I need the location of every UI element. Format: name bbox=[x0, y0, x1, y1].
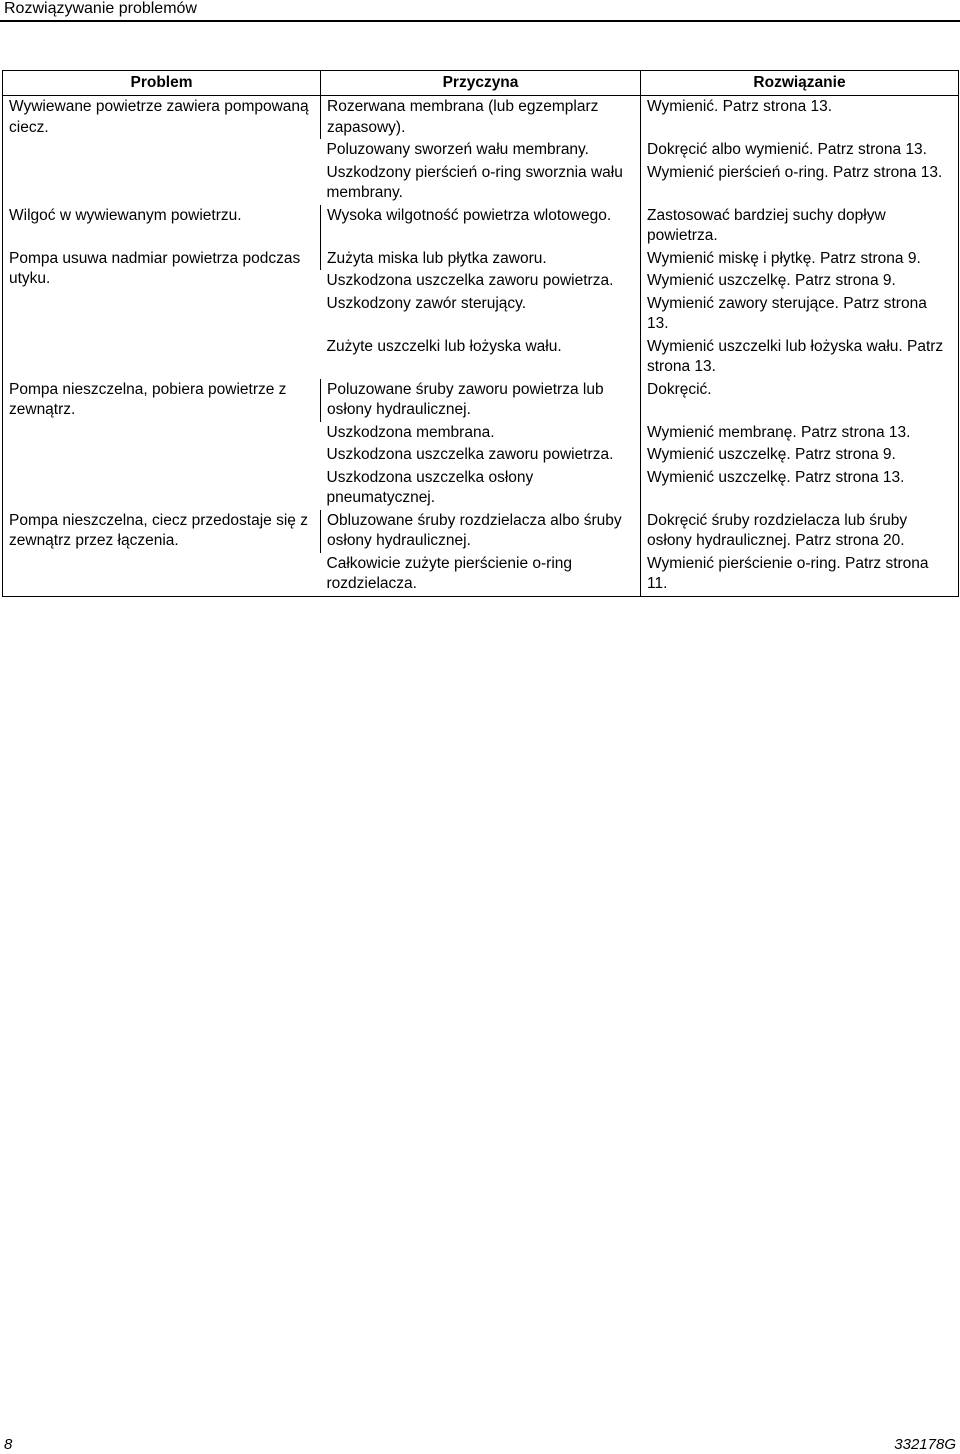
cause-cell: Uszkodzona uszczelka osłony pneumatycznej. bbox=[326, 468, 534, 506]
cause-cell: Zużyta miska lub płytka zaworu. bbox=[321, 248, 641, 271]
solution-cell: Wymienić uszczelkę. Patrz strona 9. bbox=[641, 270, 959, 293]
problem-cell: Pompa nieszczelna, pobiera powietrze z zewnątrz. bbox=[9, 380, 287, 418]
solution-cell: Dokręcić śruby rozdzielacza lub śruby osłony hydraulicznej. Patrz strona 20. bbox=[641, 510, 959, 553]
cause-cell: Poluzowany sworzeń wału membrany. bbox=[326, 141, 589, 158]
cause-cell: Rozerwana membrana (lub egzemplarz zapasowy). bbox=[321, 96, 641, 140]
section-title: Rozwiązywanie problemów bbox=[4, 0, 197, 17]
problem-cell: Pompa usuwa nadmiar powietrza podczas utyku. bbox=[9, 249, 301, 287]
solution-cell: Wymienić uszczelkę. Patrz strona 9. bbox=[641, 444, 959, 467]
solution-cell: Wymienić pierścień o-ring. Patrz strona 13. bbox=[641, 162, 959, 205]
page-number: 8 bbox=[4, 1436, 13, 1453]
solution-cell: Dokręcić. bbox=[641, 379, 959, 422]
document-code: 332178G bbox=[894, 1436, 956, 1453]
cause-cell: Uszkodzony zawór sterujący. bbox=[326, 294, 527, 312]
table-row bbox=[3, 248, 959, 271]
column-header-solution: Rozwiązanie bbox=[641, 71, 959, 96]
solution-cell: Wymienić uszczelki lub łożyska wału. Patrz strona 13. bbox=[641, 336, 959, 379]
problem-cell: Wywiewane powietrze zawiera pompowaną ciecz. bbox=[9, 98, 309, 136]
table-row bbox=[3, 510, 959, 553]
cause-cell: Uszkodzona membrana. bbox=[326, 423, 495, 441]
solution-cell: Dokręcić albo wymienić. Patrz strona 13. bbox=[641, 139, 959, 162]
solution-cell: Wymienić uszczelkę. Patrz strona 13. bbox=[641, 467, 959, 510]
cause-cell: Wysoka wilgotność powietrza wlotowego. bbox=[321, 205, 641, 248]
solution-cell: Wymienić membranę. Patrz strona 13. bbox=[641, 422, 959, 445]
column-header-problem: Problem bbox=[3, 71, 321, 96]
problem-cell: Pompa nieszczelna, ciecz przedostaje się z zewnątrz przez łączenia. bbox=[9, 511, 308, 549]
solution-cell: Zastosować bardziej suchy dopływ powietrza. bbox=[641, 205, 959, 248]
table-row bbox=[3, 96, 959, 140]
solution-cell: Wymienić miskę i płytkę. Patrz strona 9. bbox=[641, 248, 959, 271]
solution-cell: Wymienić pierścienie o-ring. Patrz strona 11. bbox=[641, 553, 959, 597]
cause-cell: Poluzowane śruby zaworu powietrza lub osłony hydraulicznej. bbox=[321, 379, 641, 422]
column-header-cause: Przyczyna bbox=[321, 71, 641, 96]
problem-cell: Wilgoć w wywiewanym powietrzu. bbox=[9, 206, 242, 224]
cause-cell: Zużyte uszczelki lub łożyska wału. bbox=[326, 337, 562, 355]
troubleshooting-table bbox=[2, 70, 959, 597]
cause-cell: Całkowicie zużyte pierścienie o-ring rozdzielacza. bbox=[326, 554, 573, 592]
table-header-row bbox=[3, 71, 959, 96]
solution-cell: Wymienić zawory sterujące. Patrz strona 13. bbox=[641, 293, 959, 336]
solution-cell: Wymienić. Patrz strona 13. bbox=[641, 96, 959, 140]
table-row bbox=[3, 205, 959, 248]
cause-cell: Uszkodzona uszczelka zaworu powietrza. bbox=[326, 272, 614, 289]
table-row bbox=[3, 379, 959, 422]
cause-cell: Uszkodzona uszczelka zaworu powietrza. bbox=[326, 446, 614, 463]
cause-cell: Obluzowane śruby rozdzielacza albo śruby osłony hydraulicznej. bbox=[321, 510, 641, 553]
cause-cell: Uszkodzony pierścień o-ring sworznia wału membrany. bbox=[326, 163, 623, 201]
title-divider bbox=[0, 20, 960, 22]
